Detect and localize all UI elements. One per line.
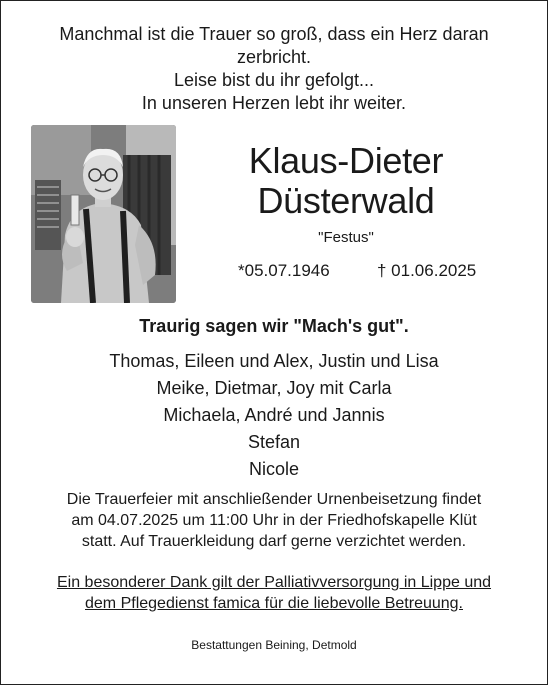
intro-line: Manchmal ist die Trauer so groß, dass ein Herz daran xyxy=(59,24,489,44)
ceremony-notice xyxy=(1,489,547,552)
family-list xyxy=(1,348,547,483)
thanks-line: Ein besonderer Dank gilt der Palliativversorgung in Lippe und xyxy=(56,574,492,591)
ceremony-line: Die Trauerfeier mit anschließender Urnenbeisetzung findet xyxy=(66,491,482,508)
death-date: † 01.06.2025 xyxy=(377,261,477,280)
thanks-line: dem Pflegedienst famica für die liebevolle Betreuung. xyxy=(85,595,463,612)
birth-date: *05.07.1946 xyxy=(238,261,330,280)
first-name: Klaus-Dieter xyxy=(248,140,444,181)
family-line: Michaela, André und Jannis xyxy=(163,405,385,425)
family-line: Stefan xyxy=(247,432,301,452)
thanks-notice xyxy=(1,572,547,614)
family-line: Nicole xyxy=(248,459,300,479)
ceremony-line: am 04.07.2025 um 11:00 Uhr in der Friedhofskapelle Klüt xyxy=(71,512,477,529)
ceremony-line: statt. Auf Trauerkleidung darf gerne verzichtet werden. xyxy=(81,533,467,550)
intro-verse xyxy=(1,23,547,115)
intro-line: zerbricht. xyxy=(236,47,312,67)
family-line: Meike, Dietmar, Joy mit Carla xyxy=(156,378,392,398)
last-name: Düsterwald xyxy=(257,180,435,221)
intro-line: Leise bist du ihr gefolgt... xyxy=(173,70,375,90)
family-line: Thomas, Eileen und Alex, Justin und Lisa xyxy=(109,351,439,371)
nickname: "Festus" xyxy=(318,229,374,246)
intro-line: In unseren Herzen lebt ihr weiter. xyxy=(141,93,407,113)
farewell-headline: Traurig sagen wir "Mach's gut". xyxy=(139,316,409,336)
undertaker-name: Bestattungen Beining, Detmold xyxy=(191,638,357,652)
deceased-name xyxy=(181,141,511,246)
portrait-photo xyxy=(31,125,176,303)
